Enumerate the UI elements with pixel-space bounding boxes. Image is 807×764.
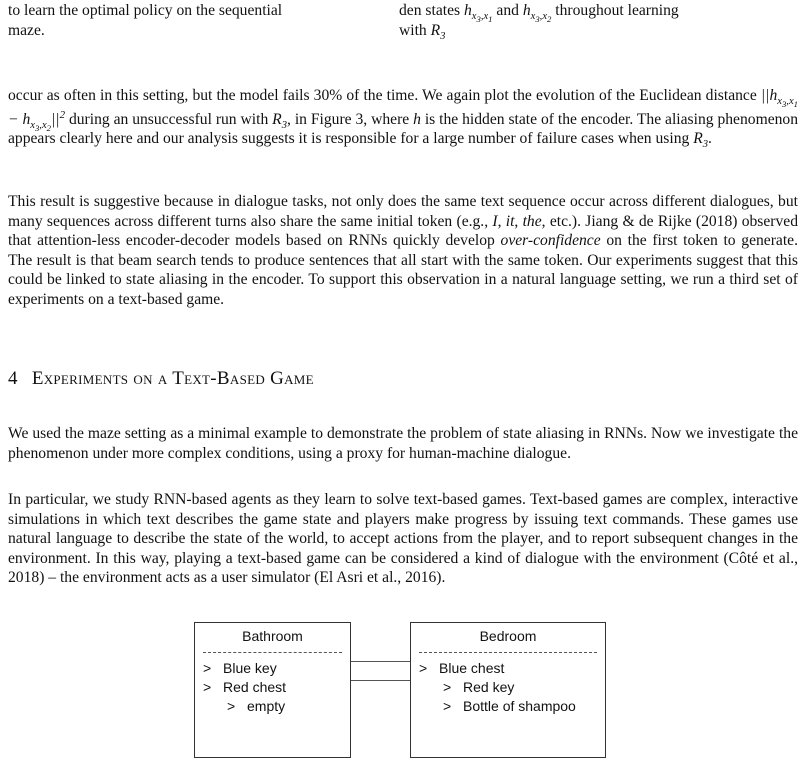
section-heading [8,368,314,390]
paragraph-aliasing-results: occur as often in this setting, but the model fails 30% of the time. We again plot the evolution of the Euclidean distance $||h_{x_3,x_1} - h_{x_3,x_2}||^2$ during an unsuccessful run with $R_3$, in Figure 3, where h is the hidden state of the encoder. The aliasing phenomenon appears clearly here and our analysis suggests it is responsible for a large number of failure cases when using $R_3$. [8,87,799,151]
rooms-diagram [194,622,606,758]
item-marker: > [419,660,428,676]
item-marker: > [443,698,452,714]
right-figure-caption: den states $h_{x_3,x_1}$ and $h_{x_3,x_2}$ throughout learning with $R_3$ [399,2,679,43]
room-items [203,659,350,716]
room-title: Bedroom [479,628,537,644]
left-figure-caption [8,1,376,41]
room-items [419,659,605,716]
room-title: Bathroom [242,628,303,644]
section-number: 4 [8,368,18,389]
room-bedroom [410,622,606,758]
room-bathroom [194,622,351,758]
room-item [203,678,350,697]
paper-page [8,0,799,587]
reward-r3: $R_3$ [430,22,446,43]
dashed-divider [419,652,597,659]
room-item [203,697,350,716]
paragraph-dialogue-suggestion: This result is suggestive because in dialogue tasks, not only does the same text sequence occur across different dialogues, but many sequences across different turns also share the same initial token (e.g., I, it, the, etc.). Jiang & de Rijke (2018) observed that attention-less encoder-decoder models based on RNNs quickly develop over-confidence on the first token to generate. The result is that beam search tends to produce sentences that all start with the same token. Our experiments suggest that this could be linked to state aliasing in the encoder. To support this observation in a natural language setting, we run a third set of experiments on a text-based game. [8,193,799,308]
left-caption-line2: maze. [8,22,45,39]
item-label: Blue chest [439,660,505,676]
left-caption-line1: to learn the optimal policy on the sequential [8,2,283,19]
right-caption-post: throughout learning [551,2,679,19]
room-connector-line [351,680,410,681]
room-item [419,678,605,697]
item-marker: > [203,679,212,695]
hidden-state-x2: $h_{x_3,x_2}$ [522,2,552,25]
figure-captions [8,0,798,60]
room-connector-line [351,661,410,662]
item-marker: > [203,660,212,676]
item-label: Blue key [223,660,277,676]
paragraph-maze-setting: We used the maze setting as a minimal example to demonstrate the problem of state aliasing in RNNs. Now we investigate the phenomenon under more complex conditions, using a proxy for human-machine dialogue. [8,425,798,462]
room-item [203,659,350,678]
item-marker: > [227,698,236,714]
room-item [419,659,605,678]
item-marker: > [443,679,452,695]
hidden-state-x1: $h_{x_3,x_1}$ [463,2,493,25]
item-label: Red chest [223,679,287,695]
room-item [419,697,605,716]
item-label: Bottle of shampoo [463,698,576,714]
euclidean-distance-formula: $||h_{x_3,x_1} - h_{x_3,x_2}||^2$ [8,87,798,133]
paragraph-text-games: In particular, we study RNN-based agents as they learn to solve text-based games. Text-based games are complex, interactive simulations in which text describes the game state and players make progress by issuing text commands. These games use natural language to describe the state of the world, to accept actions from the player, and to report subsequent changes in the environment. In this way, playing a text-based game can be considered a kind of dialogue with the environment (Côté et al., 2018) – the environment acts as a user simulator (El Asri et al., 2016). [8,491,798,587]
item-label: empty [247,698,286,714]
right-caption-pre: den states [399,2,464,19]
item-label: Red key [463,679,515,695]
dashed-divider [203,652,342,659]
section-title: Experiments on a Text-Based Game [31,368,314,389]
